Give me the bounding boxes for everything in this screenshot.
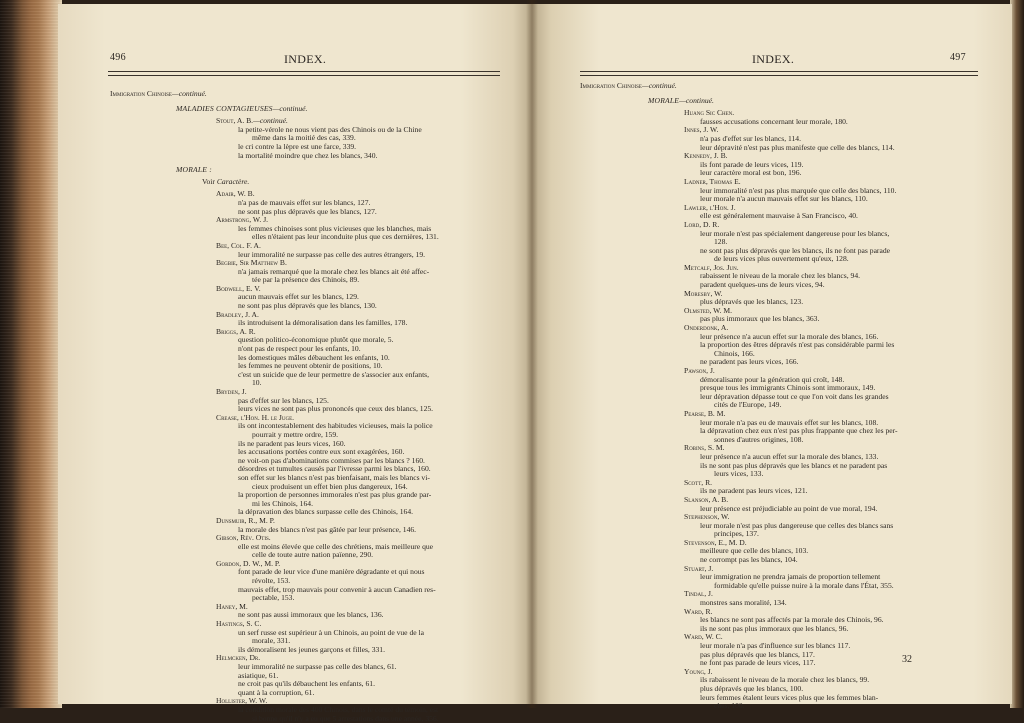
index-entry-line: ils ont incontestablement des habitudes vicieuses, mais la police <box>238 421 433 431</box>
left-body <box>110 90 439 723</box>
index-entry-name: Briggs, A. R. <box>216 326 256 336</box>
index-entry-line: leur morale n'est pas plus dangereuse que celles des blancs sans <box>700 520 894 530</box>
page-edges-left <box>0 0 62 708</box>
index-entry-name: Stout, A. B.—continué. <box>216 116 288 126</box>
index-entry-line: leurs femmes étalent leurs vices plus que les femmes blan- <box>700 692 879 702</box>
index-entry-name: Bryden, J. <box>216 387 247 396</box>
index-entry-line: leurs vices, 133. <box>714 469 764 479</box>
index-entry-line: les blancs ne sont pas affectés par la morale des Chinois, 96. <box>700 615 884 625</box>
index-entry-line: la morale des blancs n'est pas gâtée par leur présence, 146. <box>238 524 417 534</box>
index-entry-line: n'a pas d'effet sur les blancs, 114. <box>700 133 802 143</box>
index-entry-name: Tindal, J. <box>684 589 713 599</box>
index-entry-line: démoralisante pour la génération qui croît, 148. <box>700 374 845 384</box>
right-running-header: INDEX. <box>752 52 795 66</box>
index-entry-line: ne sont pas plus dépravés que les blancs, 130. <box>238 301 377 311</box>
index-entry-line: Chinois, 166. <box>714 348 755 358</box>
index-entry-line: ils introduisent la démoralisation dans les familles, 178. <box>238 318 408 328</box>
index-entry-line: si bonne qu'il n'y a eu que 5 arrestations dans une année, 356. <box>252 713 439 723</box>
right-heading: Immigration Chinoise—continué. <box>580 81 677 90</box>
left-page <box>58 4 532 723</box>
index-entry-line: leur immoralité n'est pas plus marquée que celle des blancs, 110. <box>700 185 897 195</box>
index-entry-line: la proportion des êtres dépravés n'est pas considérable parmi les <box>700 340 895 350</box>
index-entry-line: ne paradent pas leurs vices, 166. <box>700 357 799 367</box>
voir-reference: Voir Caractère. <box>202 176 250 186</box>
index-entry-line: leur morale n'a pas d'influence sur les blancs 117. <box>700 641 851 650</box>
index-entry-line: les femmes chinoises sont plus vicieuses que les blanches, mais <box>238 223 432 233</box>
index-entry-line: 128. <box>714 237 728 247</box>
index-entry-name: Pearse, B. M. <box>684 408 726 418</box>
index-entry-line: un serf russe est supérieur à un Chinois, au point de vue de la <box>238 627 425 637</box>
left-running-header: INDEX. <box>284 52 327 66</box>
index-entry-name: Scott, R. <box>684 477 713 487</box>
page-edges-right <box>1010 0 1024 708</box>
index-entry-line: la dépravation chez eux n'est pas plus frappante que chez les per- <box>700 426 898 436</box>
index-entry-name: Olmsted, W. M. <box>684 305 733 315</box>
signature-mark: 32 <box>902 654 912 665</box>
index-entry-line: sonnes d'autres origines, 108. <box>714 434 804 444</box>
index-entry-line: ils ne paradent pas leurs vices, 160. <box>238 438 346 448</box>
index-entry-name: Huang Sic Chen. <box>684 108 735 118</box>
index-entry-name: Begbie, Sir Matthew B. <box>216 258 287 268</box>
index-entry-name: Haney, M. <box>216 601 248 611</box>
left-entries-contagieuses <box>110 117 439 160</box>
index-entry-line: leur présence est préjudiciable au point de vue moral, 194. <box>700 503 878 513</box>
index-entry-line: leur caractère moral est bon, 196. <box>700 168 802 178</box>
right-body <box>580 82 898 711</box>
index-entry-line: plus dépravés que les blancs, 100. <box>700 683 804 693</box>
right-page <box>532 4 1012 711</box>
index-entry-line: ches, 100. <box>714 701 745 711</box>
index-entry-name: Bradley, J. A. <box>216 309 259 319</box>
index-entry-line: de leurs vices plus ouvertement qu'eux, 128. <box>714 254 849 264</box>
index-entry-line: la condition morale des 400 Chinois, dans le comté du témoin, est <box>238 704 439 714</box>
index-entry-name: Innes, J. W. <box>684 125 719 135</box>
left-page-number: 496 <box>110 52 126 63</box>
index-entry-line: ils rabaissent le niveau de la morale chez les blancs, 99. <box>700 675 870 685</box>
index-entry-name: Ward, R. <box>684 606 713 616</box>
left-header-rule <box>108 71 500 72</box>
index-entry-line: les femmes ne peuvent obtenir de positions, 10. <box>238 361 383 371</box>
index-entry-name: Dunsmuir, R., M. P. <box>216 515 275 525</box>
index-entry-line: question politico-économique plutôt que morale, 5. <box>238 335 394 345</box>
right-entries-morale <box>580 109 898 711</box>
index-entry-line: n'a jamais remarqué que la morale chez les blancs ait été affec- <box>238 266 430 276</box>
index-entry-line: leur dépravité n'est pas plus manifeste que celle des blancs, 114. <box>700 142 895 152</box>
index-entry-name: Adair, W. B. <box>216 189 255 199</box>
index-entry-line: presque tous les immigrants Chinois sont immoraux, 149. <box>700 383 876 393</box>
index-entry-line: la dépravation des blancs surpasse celle des Chinois, 164. <box>238 507 414 517</box>
index-entry-line: cieux produisent un effet bien plus dangereux, 164. <box>252 481 408 491</box>
index-entry-line: principes, 137. <box>714 529 759 539</box>
index-entry-line: celle de toute autre nation païenne, 290. <box>252 550 374 560</box>
index-entry-line: la mortalité moindre que chez les blancs, 340. <box>238 150 378 160</box>
index-entry-line: la proportion de personnes immorales n'est pas plus grande par- <box>238 490 432 500</box>
index-entry-name: Gordon, D. W., M. P. <box>216 558 281 568</box>
index-entry-line: elle est moins élevée que celle des chrétiens, mais meilleure que <box>238 541 434 551</box>
right-header-rule-thin <box>580 75 978 76</box>
index-entry-line: aucun mauvais effet sur les blancs, 129. <box>238 292 359 302</box>
index-entry-line: ne sont pas plus dépravés que les blancs, 127. <box>238 206 377 216</box>
right-subheading: MORALE—continué. <box>648 95 714 105</box>
index-entry-line: asiatique, 61. <box>238 670 279 680</box>
index-entry-name: Hastings, S. C. <box>216 619 262 629</box>
index-entry-line: leur immoralité ne surpasse pas celle des blancs, 61. <box>238 662 397 671</box>
index-entry-name: Robins, S. M. <box>684 443 725 453</box>
index-entry-name: Kennedy, J. B. <box>684 151 728 161</box>
index-entry-line: n'a pas de mauvais effet sur les blancs, 127. <box>238 197 371 207</box>
index-entry-line: c'est un suicide que de leur permettre de s'associer aux enfants, <box>238 369 430 379</box>
index-entry-line: monstres sans moralité, 134. <box>700 598 787 608</box>
index-entry-line: pas d'effet sur les blancs, 125. <box>238 395 329 405</box>
index-entry-line: même dans la moitié des cas, 339. <box>252 133 356 143</box>
index-entry-line: ils font parade de leurs vices, 119. <box>700 159 804 169</box>
index-entry-line: ils ne sont pas plus dépravés que les blancs et ne paradent pas <box>700 460 888 470</box>
index-entry-line: leur morale n'est pas spécialement dangereuse pour les blancs, <box>700 228 890 238</box>
index-entry-name: Helmcken, Dr. <box>216 653 261 663</box>
index-entry-line: pas plus dépravés que les blancs, 117. <box>700 649 815 659</box>
index-entry-name: Stuart, J. <box>684 563 714 573</box>
index-entry-line: 10. <box>252 378 262 388</box>
index-entry-name: Gibson, Rév. Otis. <box>216 533 271 543</box>
index-entry-line: leur présence n'a aucun effet sur la morale des blancs, 166. <box>700 331 879 341</box>
index-entry-line: morale, 331. <box>252 636 291 646</box>
index-entry-line: n'ont pas de respect pour les enfants, 10. <box>238 344 361 354</box>
index-entry-line: révolte, 153. <box>252 576 291 586</box>
right-header-rule <box>580 71 978 72</box>
index-entry-name: Metcalf, Jos. Jun. <box>684 262 739 272</box>
left-section-morale: MORALE : <box>176 165 212 175</box>
index-entry-line: tée par la présence des Chinois, 89. <box>252 275 360 285</box>
index-entry-name: Onderdonk, A. <box>684 323 729 333</box>
index-entry-line: désordres et tumultes causés par l'ivresse parmi les blancs, 160. <box>238 464 431 474</box>
index-entry-line: quant à la corruption, 61. <box>238 687 315 697</box>
left-entries-morale <box>110 190 439 723</box>
index-entry-name: Pawson, J. <box>684 366 715 375</box>
index-entry-line: leur dépravation dépasse tout ce que l'on voit dans les grandes <box>700 391 889 401</box>
index-entry-line: plus dépravés que les blancs, 123. <box>700 297 804 307</box>
index-entry-line: ne voit-on pas d'abominations commises par les blancs ? 160. <box>238 455 425 465</box>
index-entry-line: paradent quelques-uns de leurs vices, 94. <box>700 280 825 290</box>
index-entry-line: leur immigration ne prendra jamais de proportion tellement <box>700 572 881 582</box>
index-entry-name: Armstrong, W. J. <box>216 215 269 225</box>
index-entry-line: leur immoralité ne surpasse pas celle des autres étrangers, 19. <box>238 249 426 259</box>
index-entry-line: leurs vices ne sont pas plus prononcés que ceux des blancs, 125. <box>238 404 434 414</box>
index-entry-line: pourrait y mettre ordre, 159. <box>252 429 339 439</box>
index-entry-line: leur présence n'a aucun effet sur la morale des blancs, 133. <box>700 451 879 461</box>
index-entry-name: Stevenson, E., M. D. <box>684 537 747 547</box>
index-entry-line: la petite-vérole ne nous vient pas des Chinois ou de la Chine <box>238 124 422 134</box>
index-entry-line: les domestiques mâles débauchent les enfants, 10. <box>238 352 390 362</box>
index-entry-name: Ladner, Thomas E. <box>684 176 741 186</box>
index-entry-line: leur morale n'a aucun mauvais effet sur les blancs, 110. <box>700 194 868 204</box>
index-entry-line: ils démoralisent les jeunes garçons et filles, 331. <box>238 644 385 654</box>
index-entry-line: les accusations portées contre eux sont exagérées, 160. <box>238 447 405 457</box>
index-entry-line: cités de l'Europe, 149. <box>714 400 782 410</box>
index-entry-line: mauvais effet, trop mauvais pour convenir à aucun Canadien res- <box>238 584 436 594</box>
index-entry-line: leur morale n'a pas eu de mauvais effet sur les blancs, 108. <box>700 417 879 427</box>
book-gutter <box>526 0 538 708</box>
index-entry-name: Crease, l'Hon. H. le Juge. <box>216 412 295 422</box>
index-entry-line: elle est généralement mauvaise à San Francisco, 40. <box>700 211 858 221</box>
index-entry-line: ne font pas parade de leurs vices, 117. <box>700 658 816 668</box>
index-entry-line: pectable, 153. <box>252 593 295 603</box>
index-entry-name: Bodwell, E. V. <box>216 283 261 293</box>
right-page-number: 497 <box>950 52 966 63</box>
index-entry-name: Young, J. <box>684 666 713 676</box>
index-entry-line: formidable qu'elle puisse nuire à la morale dans l'État, 355. <box>714 580 894 590</box>
index-entry-line: pas plus immoraux que les blancs, 363. <box>700 314 820 324</box>
index-entry-name: Moresby, W. <box>684 288 723 298</box>
index-entry-line: rabaissent le niveau de la morale chez les blancs, 94. <box>700 271 861 281</box>
index-entry-name: Stephenson, W. <box>684 512 730 522</box>
index-entry-line: ne sont pas aussi immoraux que les blancs, 136. <box>238 610 384 620</box>
index-entry-line: ne sont pas plus dépravés que les blancs, ils ne font pas parade <box>700 245 891 255</box>
index-entry-name: Lord, D. R. <box>684 219 720 229</box>
index-entry-line: son effet sur les blancs n'est pas bienfaisant, mais les blancs vi- <box>238 472 430 482</box>
left-subheading: MALADIES CONTAGIEUSES—continué. <box>176 103 308 113</box>
index-entry-line: le cri contre la lèpre est une farce, 339. <box>238 141 357 151</box>
index-entry-line: ils ne sont pas plus immoraux que les blancs, 96. <box>700 623 849 633</box>
index-entry-name: Hollister, W. W. <box>216 696 268 706</box>
index-entry-line: fausses accusations concernant leur morale, 180. <box>700 116 848 126</box>
left-heading: Immigration Chinoise—continué. <box>110 89 207 98</box>
left-header-rule-thin <box>108 75 500 76</box>
index-entry-line: meilleure que celle des blancs, 103. <box>700 546 809 556</box>
index-entry-line: mi les Chinois, 164. <box>252 498 313 508</box>
index-entry-line: elles n'étaient pas leur inconduite plus que ces dernières, 131. <box>252 232 439 242</box>
index-entry-name: Bee, Col. F. A. <box>216 240 261 250</box>
index-entry-line: ne corrompt pas les blancs, 104. <box>700 555 798 565</box>
index-entry-line: ne croit pas qu'ils débauchent les enfants, 61. <box>238 679 375 689</box>
index-entry-name: Ward, W. C. <box>684 632 723 642</box>
index-entry-line: font parade de leur vice d'une manière dégradante et qui nous <box>238 567 425 577</box>
index-entry-line: ils ne paradent pas leurs vices, 121. <box>700 486 808 496</box>
index-entry-name: Lawler, l'Hon. J. <box>684 202 736 212</box>
index-entry-name: Slanson, A. B. <box>684 494 729 504</box>
